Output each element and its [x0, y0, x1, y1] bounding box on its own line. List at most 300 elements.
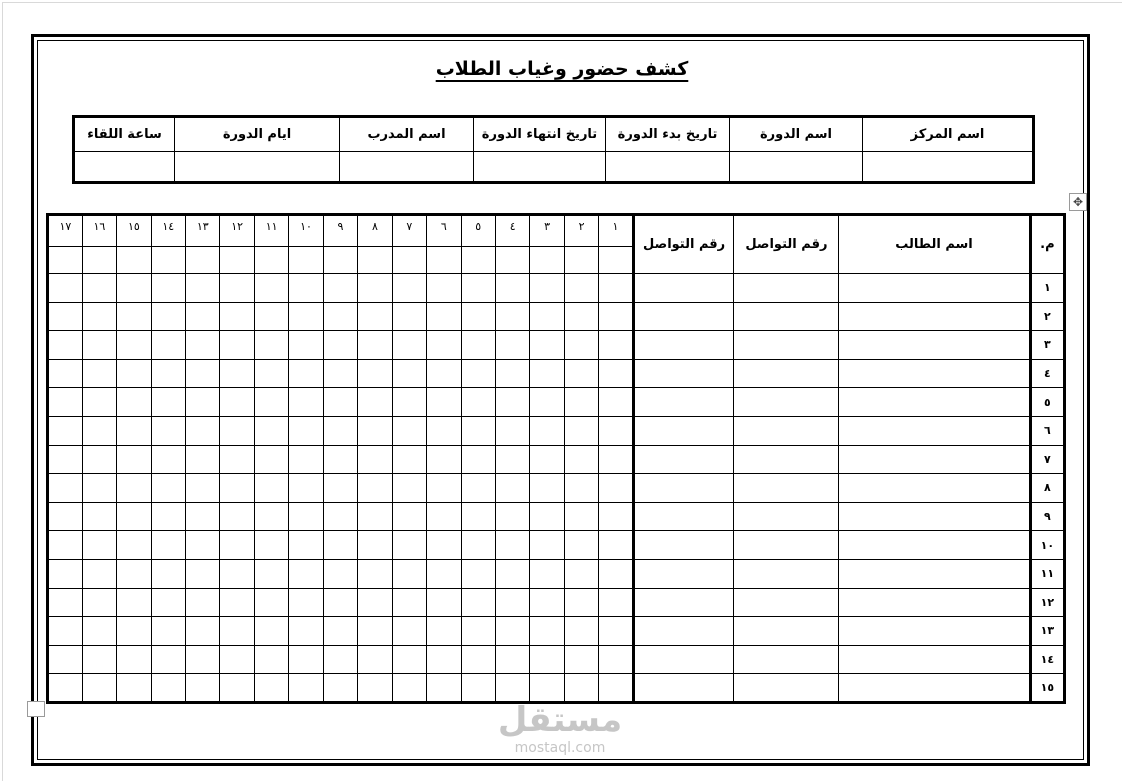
attendance-cell[interactable] — [186, 388, 220, 417]
day-subheader-cell[interactable] — [289, 247, 323, 274]
attendance-cell[interactable] — [461, 559, 495, 588]
attendance-cell[interactable] — [564, 559, 598, 588]
attendance-cell[interactable] — [186, 416, 220, 445]
attendance-cell[interactable] — [530, 645, 564, 674]
attendance-cell[interactable] — [564, 302, 598, 331]
student-name-cell[interactable] — [839, 445, 1030, 474]
info-cell-time[interactable] — [74, 151, 175, 182]
attendance-cell[interactable] — [48, 302, 83, 331]
attendance-cell[interactable] — [186, 531, 220, 560]
contact-1-cell[interactable] — [734, 502, 839, 531]
attendance-cell[interactable] — [151, 559, 185, 588]
contact-2-cell[interactable] — [633, 359, 734, 388]
attendance-cell[interactable] — [530, 559, 564, 588]
attendance-cell[interactable] — [48, 559, 83, 588]
info-cell-trainer[interactable] — [340, 151, 474, 182]
attendance-cell[interactable] — [289, 617, 323, 646]
student-name-cell[interactable] — [839, 359, 1030, 388]
info-cell-center[interactable] — [863, 151, 1034, 182]
attendance-cell[interactable] — [358, 359, 392, 388]
attendance-cell[interactable] — [254, 531, 288, 560]
attendance-cell[interactable] — [82, 445, 116, 474]
attendance-cell[interactable] — [220, 388, 254, 417]
attendance-cell[interactable] — [530, 302, 564, 331]
attendance-cell[interactable] — [289, 331, 323, 360]
attendance-cell[interactable] — [186, 359, 220, 388]
attendance-cell[interactable] — [427, 388, 461, 417]
attendance-cell[interactable] — [461, 445, 495, 474]
attendance-cell[interactable] — [599, 674, 633, 703]
attendance-cell[interactable] — [495, 474, 529, 503]
attendance-cell[interactable] — [289, 645, 323, 674]
attendance-cell[interactable] — [461, 617, 495, 646]
attendance-cell[interactable] — [117, 588, 151, 617]
day-subheader-cell[interactable] — [186, 247, 220, 274]
attendance-cell[interactable] — [254, 474, 288, 503]
attendance-cell[interactable] — [427, 474, 461, 503]
attendance-cell[interactable] — [323, 474, 357, 503]
attendance-cell[interactable] — [48, 474, 83, 503]
attendance-cell[interactable] — [530, 531, 564, 560]
student-name-cell[interactable] — [839, 674, 1030, 703]
attendance-cell[interactable] — [289, 502, 323, 531]
attendance-cell[interactable] — [254, 302, 288, 331]
attendance-cell[interactable] — [530, 474, 564, 503]
day-subheader-cell[interactable] — [117, 247, 151, 274]
attendance-cell[interactable] — [599, 445, 633, 474]
attendance-cell[interactable] — [495, 674, 529, 703]
attendance-cell[interactable] — [117, 416, 151, 445]
attendance-cell[interactable] — [151, 388, 185, 417]
attendance-cell[interactable] — [495, 274, 529, 303]
attendance-cell[interactable] — [220, 502, 254, 531]
attendance-cell[interactable] — [564, 502, 598, 531]
info-cell-start-date[interactable] — [606, 151, 730, 182]
attendance-cell[interactable] — [151, 331, 185, 360]
student-name-cell[interactable] — [839, 388, 1030, 417]
attendance-cell[interactable] — [186, 331, 220, 360]
attendance-cell[interactable] — [427, 331, 461, 360]
attendance-cell[interactable] — [427, 416, 461, 445]
attendance-cell[interactable] — [117, 531, 151, 560]
contact-2-cell[interactable] — [633, 588, 734, 617]
attendance-cell[interactable] — [48, 588, 83, 617]
day-subheader-cell[interactable] — [151, 247, 185, 274]
contact-1-cell[interactable] — [734, 359, 839, 388]
contact-1-cell[interactable] — [734, 302, 839, 331]
attendance-cell[interactable] — [392, 388, 426, 417]
attendance-cell[interactable] — [151, 617, 185, 646]
student-name-cell[interactable] — [839, 617, 1030, 646]
attendance-cell[interactable] — [564, 416, 598, 445]
attendance-cell[interactable] — [151, 416, 185, 445]
attendance-cell[interactable] — [323, 502, 357, 531]
attendance-cell[interactable] — [151, 445, 185, 474]
contact-1-cell[interactable] — [734, 474, 839, 503]
attendance-cell[interactable] — [427, 559, 461, 588]
attendance-cell[interactable] — [323, 531, 357, 560]
info-cell-days[interactable] — [175, 151, 340, 182]
day-subheader-cell[interactable] — [495, 247, 529, 274]
attendance-cell[interactable] — [530, 674, 564, 703]
day-subheader-cell[interactable] — [358, 247, 392, 274]
student-name-cell[interactable] — [839, 416, 1030, 445]
attendance-cell[interactable] — [392, 359, 426, 388]
attendance-cell[interactable] — [564, 388, 598, 417]
attendance-cell[interactable] — [323, 359, 357, 388]
attendance-cell[interactable] — [427, 588, 461, 617]
student-name-cell[interactable] — [839, 531, 1030, 560]
attendance-cell[interactable] — [289, 588, 323, 617]
attendance-cell[interactable] — [564, 674, 598, 703]
attendance-cell[interactable] — [530, 617, 564, 646]
contact-2-cell[interactable] — [633, 674, 734, 703]
attendance-cell[interactable] — [461, 502, 495, 531]
contact-1-cell[interactable] — [734, 331, 839, 360]
attendance-cell[interactable] — [392, 445, 426, 474]
attendance-cell[interactable] — [392, 645, 426, 674]
attendance-cell[interactable] — [289, 531, 323, 560]
attendance-cell[interactable] — [392, 502, 426, 531]
attendance-cell[interactable] — [186, 502, 220, 531]
attendance-cell[interactable] — [186, 617, 220, 646]
attendance-cell[interactable] — [495, 617, 529, 646]
attendance-cell[interactable] — [82, 274, 116, 303]
attendance-cell[interactable] — [530, 416, 564, 445]
attendance-cell[interactable] — [151, 645, 185, 674]
attendance-cell[interactable] — [186, 674, 220, 703]
attendance-cell[interactable] — [151, 474, 185, 503]
contact-2-cell[interactable] — [633, 531, 734, 560]
attendance-cell[interactable] — [427, 645, 461, 674]
attendance-cell[interactable] — [186, 645, 220, 674]
attendance-cell[interactable] — [254, 388, 288, 417]
contact-1-cell[interactable] — [734, 274, 839, 303]
attendance-cell[interactable] — [358, 474, 392, 503]
contact-1-cell[interactable] — [734, 645, 839, 674]
attendance-cell[interactable] — [82, 531, 116, 560]
attendance-cell[interactable] — [392, 588, 426, 617]
attendance-cell[interactable] — [427, 274, 461, 303]
attendance-table[interactable] — [46, 213, 1066, 704]
attendance-cell[interactable] — [358, 617, 392, 646]
attendance-cell[interactable] — [495, 416, 529, 445]
attendance-cell[interactable] — [323, 416, 357, 445]
day-subheader-cell[interactable] — [82, 247, 116, 274]
attendance-cell[interactable] — [358, 531, 392, 560]
attendance-cell[interactable] — [599, 588, 633, 617]
contact-1-cell[interactable] — [734, 674, 839, 703]
attendance-cell[interactable] — [151, 359, 185, 388]
contact-1-cell[interactable] — [734, 559, 839, 588]
contact-2-cell[interactable] — [633, 645, 734, 674]
day-subheader-cell[interactable] — [599, 247, 633, 274]
attendance-cell[interactable] — [117, 502, 151, 531]
attendance-cell[interactable] — [151, 674, 185, 703]
contact-2-cell[interactable] — [633, 617, 734, 646]
attendance-cell[interactable] — [220, 474, 254, 503]
attendance-cell[interactable] — [461, 302, 495, 331]
attendance-cell[interactable] — [358, 302, 392, 331]
contact-2-cell[interactable] — [633, 331, 734, 360]
attendance-cell[interactable] — [254, 331, 288, 360]
attendance-cell[interactable] — [358, 645, 392, 674]
attendance-cell[interactable] — [461, 531, 495, 560]
student-name-cell[interactable] — [839, 474, 1030, 503]
student-name-cell[interactable] — [839, 274, 1030, 303]
attendance-cell[interactable] — [48, 617, 83, 646]
day-subheader-cell[interactable] — [530, 247, 564, 274]
attendance-cell[interactable] — [289, 445, 323, 474]
attendance-cell[interactable] — [186, 474, 220, 503]
attendance-cell[interactable] — [323, 645, 357, 674]
attendance-cell[interactable] — [495, 331, 529, 360]
attendance-cell[interactable] — [82, 559, 116, 588]
attendance-cell[interactable] — [599, 617, 633, 646]
attendance-cell[interactable] — [495, 531, 529, 560]
attendance-cell[interactable] — [82, 617, 116, 646]
attendance-cell[interactable] — [186, 588, 220, 617]
attendance-cell[interactable] — [323, 559, 357, 588]
attendance-cell[interactable] — [82, 331, 116, 360]
contact-2-cell[interactable] — [633, 502, 734, 531]
attendance-cell[interactable] — [48, 645, 83, 674]
attendance-cell[interactable] — [323, 274, 357, 303]
attendance-cell[interactable] — [564, 588, 598, 617]
attendance-cell[interactable] — [186, 302, 220, 331]
attendance-cell[interactable] — [392, 559, 426, 588]
attendance-cell[interactable] — [599, 559, 633, 588]
attendance-cell[interactable] — [151, 531, 185, 560]
table-move-handle[interactable] — [1069, 193, 1087, 211]
attendance-cell[interactable] — [427, 445, 461, 474]
attendance-cell[interactable] — [220, 674, 254, 703]
attendance-cell[interactable] — [323, 674, 357, 703]
attendance-cell[interactable] — [82, 302, 116, 331]
student-name-cell[interactable] — [839, 588, 1030, 617]
day-subheader-cell[interactable] — [461, 247, 495, 274]
attendance-cell[interactable] — [289, 388, 323, 417]
attendance-cell[interactable] — [220, 588, 254, 617]
attendance-cell[interactable] — [254, 674, 288, 703]
attendance-cell[interactable] — [254, 502, 288, 531]
attendance-cell[interactable] — [186, 559, 220, 588]
attendance-cell[interactable] — [117, 274, 151, 303]
attendance-cell[interactable] — [117, 331, 151, 360]
attendance-cell[interactable] — [427, 617, 461, 646]
attendance-cell[interactable] — [117, 559, 151, 588]
attendance-cell[interactable] — [564, 617, 598, 646]
day-subheader-cell[interactable] — [392, 247, 426, 274]
attendance-cell[interactable] — [48, 416, 83, 445]
attendance-cell[interactable] — [495, 559, 529, 588]
attendance-cell[interactable] — [82, 588, 116, 617]
attendance-cell[interactable] — [220, 302, 254, 331]
attendance-cell[interactable] — [427, 674, 461, 703]
attendance-cell[interactable] — [599, 645, 633, 674]
info-cell-course[interactable] — [730, 151, 863, 182]
attendance-cell[interactable] — [495, 302, 529, 331]
attendance-cell[interactable] — [392, 274, 426, 303]
attendance-cell[interactable] — [461, 645, 495, 674]
attendance-cell[interactable] — [289, 559, 323, 588]
student-name-cell[interactable] — [839, 302, 1030, 331]
attendance-cell[interactable] — [117, 388, 151, 417]
attendance-cell[interactable] — [599, 531, 633, 560]
attendance-cell[interactable] — [323, 588, 357, 617]
course-info-table[interactable] — [72, 115, 1035, 184]
attendance-cell[interactable] — [461, 388, 495, 417]
attendance-cell[interactable] — [564, 531, 598, 560]
attendance-cell[interactable] — [599, 359, 633, 388]
attendance-cell[interactable] — [392, 674, 426, 703]
attendance-cell[interactable] — [461, 416, 495, 445]
attendance-cell[interactable] — [461, 588, 495, 617]
attendance-cell[interactable] — [358, 588, 392, 617]
attendance-cell[interactable] — [254, 359, 288, 388]
attendance-cell[interactable] — [220, 416, 254, 445]
attendance-cell[interactable] — [461, 274, 495, 303]
attendance-cell[interactable] — [495, 445, 529, 474]
attendance-cell[interactable] — [358, 388, 392, 417]
attendance-cell[interactable] — [220, 617, 254, 646]
attendance-cell[interactable] — [564, 445, 598, 474]
attendance-cell[interactable] — [117, 359, 151, 388]
attendance-cell[interactable] — [48, 445, 83, 474]
attendance-cell[interactable] — [48, 388, 83, 417]
attendance-cell[interactable] — [564, 474, 598, 503]
student-name-cell[interactable] — [839, 502, 1030, 531]
attendance-cell[interactable] — [289, 302, 323, 331]
attendance-cell[interactable] — [323, 331, 357, 360]
contact-2-cell[interactable] — [633, 559, 734, 588]
attendance-cell[interactable] — [48, 331, 83, 360]
attendance-cell[interactable] — [461, 331, 495, 360]
contact-1-cell[interactable] — [734, 445, 839, 474]
attendance-cell[interactable] — [82, 388, 116, 417]
day-subheader-cell[interactable] — [323, 247, 357, 274]
contact-2-cell[interactable] — [633, 388, 734, 417]
contact-2-cell[interactable] — [633, 302, 734, 331]
attendance-cell[interactable] — [151, 302, 185, 331]
attendance-cell[interactable] — [220, 359, 254, 388]
student-name-cell[interactable] — [839, 645, 1030, 674]
attendance-cell[interactable] — [323, 445, 357, 474]
attendance-cell[interactable] — [530, 502, 564, 531]
attendance-cell[interactable] — [530, 445, 564, 474]
attendance-cell[interactable] — [186, 445, 220, 474]
attendance-cell[interactable] — [254, 617, 288, 646]
contact-2-cell[interactable] — [633, 445, 734, 474]
attendance-cell[interactable] — [599, 274, 633, 303]
attendance-cell[interactable] — [48, 674, 83, 703]
contact-2-cell[interactable] — [633, 474, 734, 503]
attendance-cell[interactable] — [151, 588, 185, 617]
attendance-cell[interactable] — [599, 331, 633, 360]
attendance-cell[interactable] — [323, 617, 357, 646]
attendance-cell[interactable] — [358, 445, 392, 474]
attendance-cell[interactable] — [392, 416, 426, 445]
attendance-cell[interactable] — [461, 359, 495, 388]
attendance-cell[interactable] — [358, 674, 392, 703]
attendance-cell[interactable] — [220, 445, 254, 474]
attendance-cell[interactable] — [427, 359, 461, 388]
attendance-cell[interactable] — [289, 474, 323, 503]
info-cell-end-date[interactable] — [474, 151, 606, 182]
day-subheader-cell[interactable] — [48, 247, 83, 274]
attendance-cell[interactable] — [151, 274, 185, 303]
attendance-cell[interactable] — [392, 302, 426, 331]
contact-1-cell[interactable] — [734, 531, 839, 560]
attendance-cell[interactable] — [599, 474, 633, 503]
attendance-cell[interactable] — [220, 559, 254, 588]
contact-1-cell[interactable] — [734, 416, 839, 445]
attendance-cell[interactable] — [117, 474, 151, 503]
attendance-cell[interactable] — [151, 502, 185, 531]
attendance-cell[interactable] — [495, 502, 529, 531]
student-name-cell[interactable] — [839, 331, 1030, 360]
attendance-cell[interactable] — [461, 474, 495, 503]
attendance-cell[interactable] — [564, 645, 598, 674]
attendance-cell[interactable] — [289, 274, 323, 303]
attendance-cell[interactable] — [530, 588, 564, 617]
attendance-cell[interactable] — [117, 674, 151, 703]
attendance-cell[interactable] — [599, 416, 633, 445]
attendance-cell[interactable] — [427, 502, 461, 531]
attendance-cell[interactable] — [186, 274, 220, 303]
attendance-cell[interactable] — [495, 645, 529, 674]
attendance-cell[interactable] — [254, 645, 288, 674]
attendance-cell[interactable] — [82, 359, 116, 388]
attendance-cell[interactable] — [254, 445, 288, 474]
attendance-cell[interactable] — [358, 331, 392, 360]
attendance-cell[interactable] — [358, 502, 392, 531]
attendance-cell[interactable] — [48, 502, 83, 531]
attendance-cell[interactable] — [117, 302, 151, 331]
attendance-cell[interactable] — [48, 274, 83, 303]
student-name-cell[interactable] — [839, 559, 1030, 588]
attendance-cell[interactable] — [427, 302, 461, 331]
attendance-cell[interactable] — [117, 645, 151, 674]
attendance-cell[interactable] — [599, 302, 633, 331]
attendance-cell[interactable] — [427, 531, 461, 560]
attendance-cell[interactable] — [220, 645, 254, 674]
attendance-cell[interactable] — [254, 416, 288, 445]
attendance-cell[interactable] — [289, 674, 323, 703]
day-subheader-cell[interactable] — [220, 247, 254, 274]
attendance-cell[interactable] — [48, 531, 83, 560]
attendance-cell[interactable] — [82, 502, 116, 531]
attendance-cell[interactable] — [82, 474, 116, 503]
attendance-cell[interactable] — [289, 359, 323, 388]
attendance-cell[interactable] — [495, 359, 529, 388]
attendance-cell[interactable] — [220, 274, 254, 303]
attendance-cell[interactable] — [220, 331, 254, 360]
attendance-cell[interactable] — [220, 531, 254, 560]
attendance-cell[interactable] — [564, 274, 598, 303]
contact-2-cell[interactable] — [633, 274, 734, 303]
attendance-cell[interactable] — [530, 388, 564, 417]
attendance-cell[interactable] — [564, 359, 598, 388]
attendance-cell[interactable] — [392, 331, 426, 360]
attendance-cell[interactable] — [392, 617, 426, 646]
attendance-cell[interactable] — [495, 388, 529, 417]
contact-1-cell[interactable] — [734, 617, 839, 646]
attendance-cell[interactable] — [392, 531, 426, 560]
attendance-cell[interactable] — [254, 559, 288, 588]
attendance-cell[interactable] — [254, 274, 288, 303]
attendance-cell[interactable] — [82, 674, 116, 703]
